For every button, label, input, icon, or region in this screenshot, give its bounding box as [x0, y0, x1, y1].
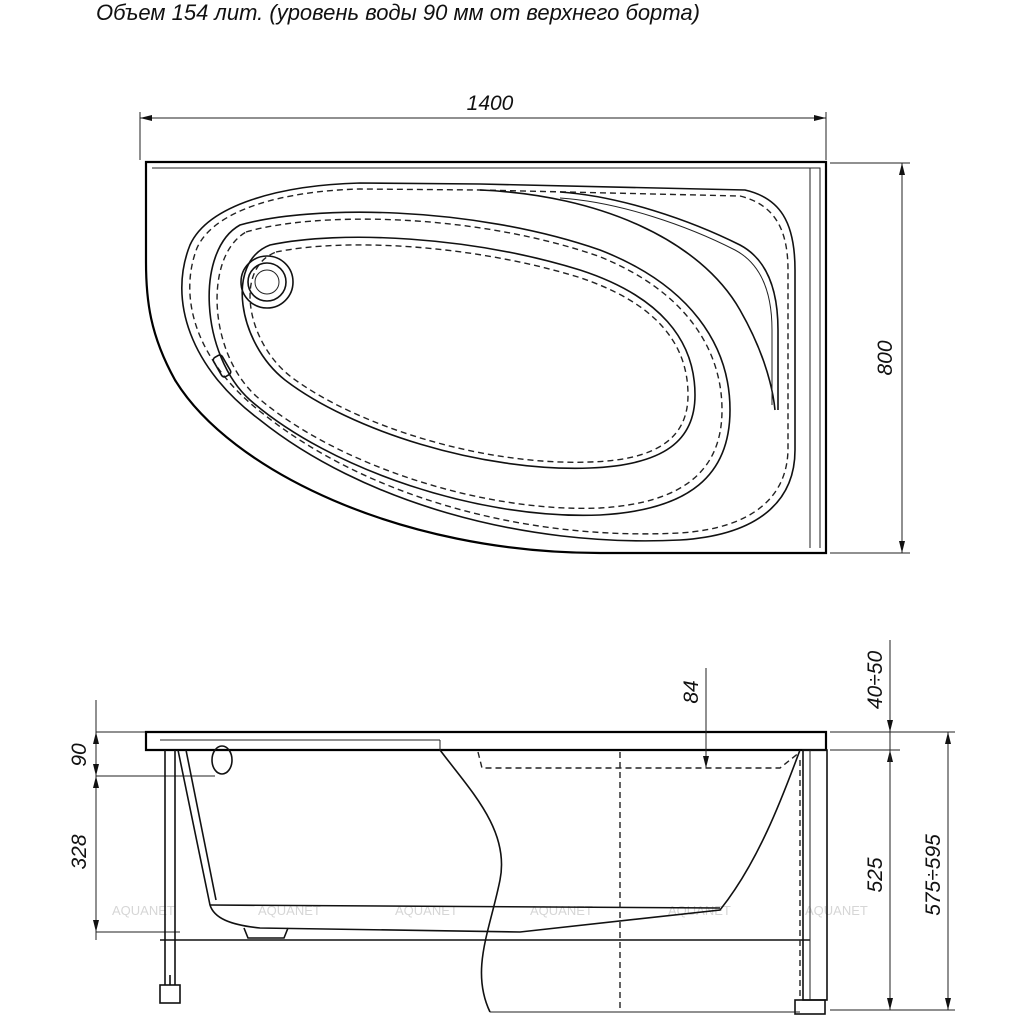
bowl-outer — [209, 212, 730, 515]
seat-curve — [480, 190, 775, 410]
seat-step — [478, 752, 800, 768]
inner-depth-label: 328 — [68, 834, 91, 870]
left-foot — [160, 985, 180, 1003]
seat-dimension — [680, 668, 709, 768]
front-panel-curve — [440, 750, 502, 1012]
body-height-dimension — [864, 750, 893, 1010]
svg-text:AQUANET: AQUANET — [668, 903, 731, 918]
svg-text:AQUANET: AQUANET — [112, 903, 175, 918]
right-panel — [803, 750, 827, 1000]
depth-dimension — [830, 163, 910, 553]
body-height-label: 525 — [864, 857, 887, 893]
svg-text:AQUANET: AQUANET — [258, 903, 321, 918]
svg-text:AQUANET: AQUANET — [395, 903, 458, 918]
width-dimension — [140, 92, 826, 160]
rim-label: 40÷50 — [864, 650, 887, 710]
water-level-label: 90 — [68, 743, 91, 767]
water-level-dimension — [68, 732, 99, 776]
tub-rim-side — [146, 732, 826, 750]
svg-text:AQUANET: AQUANET — [805, 903, 868, 918]
plan-view — [140, 92, 910, 553]
svg-text:AQUANET: AQUANET — [530, 903, 593, 918]
bowl-inner — [242, 237, 695, 468]
tub-inner-rim — [182, 183, 795, 541]
side-view — [68, 640, 955, 1014]
total-height-dimension — [922, 732, 951, 1010]
drain-icon — [241, 256, 293, 308]
inner-depth-dimension — [68, 776, 99, 932]
depth-label: 800 — [874, 340, 897, 376]
drain-side — [244, 928, 288, 938]
seat-label: 84 — [680, 680, 703, 704]
width-label: 1400 — [466, 92, 514, 115]
rim-dimension — [864, 640, 893, 762]
total-height-label: 575÷595 — [922, 834, 945, 916]
tub-outer-rim — [146, 162, 826, 553]
drawing-title: Объем 154 лит. (уровень воды 90 мм от верхнего борта) — [96, 0, 700, 25]
